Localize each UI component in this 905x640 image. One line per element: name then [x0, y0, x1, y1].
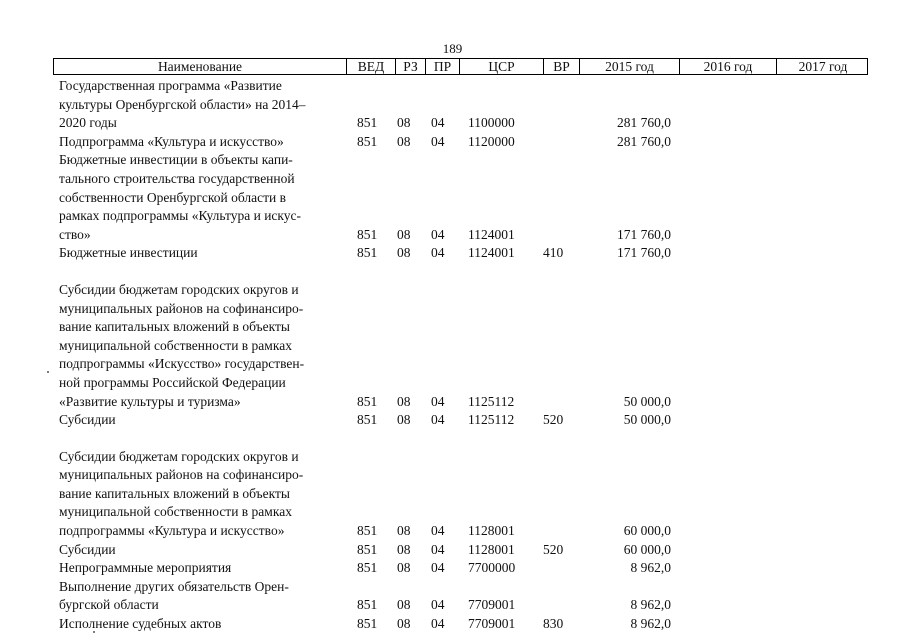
table-row: [0, 151, 905, 244]
row-pr: 04: [431, 245, 445, 261]
row-pr: 04: [431, 133, 445, 149]
row-name-line: Выполнение других обязательств Орен-: [59, 578, 289, 594]
row-2015: 171 760,0: [617, 245, 671, 261]
row-ved: 851: [357, 393, 378, 409]
row-name-line: рамках подпрограммы «Культура и искус-: [59, 208, 302, 224]
row-name-line: муниципальных районов на софинансиро-: [59, 467, 304, 483]
row-csr: 1124001: [468, 226, 515, 242]
scan-speck: [93, 631, 95, 633]
row-2015: 8 962,0: [630, 616, 671, 632]
row-2015: 171 760,0: [617, 226, 671, 242]
row-2015: 60 000,0: [623, 541, 671, 557]
row-name: [59, 244, 349, 263]
row-csr: 1100000: [468, 115, 515, 131]
row-name-line: подпрограммы «Культура и искусство»: [59, 523, 285, 539]
row-pr: 04: [431, 523, 445, 539]
row-pr: 04: [431, 115, 445, 131]
row-name-line: муниципальных районов на софинансиро-: [59, 300, 304, 316]
scan-speck: [47, 371, 49, 373]
header-rz: РЗ: [396, 59, 426, 74]
row-ved: 851: [357, 245, 378, 261]
row-csr: 1128001: [468, 541, 515, 557]
row-name-line: муниципальной собственности в рамках: [59, 337, 292, 353]
row-name-line: Непрограммные мероприятия: [59, 560, 232, 576]
row-rz: 08: [397, 115, 411, 131]
row-2015: 281 760,0: [617, 115, 671, 131]
row-rz: 08: [397, 523, 411, 539]
row-name-line: «Развитие культуры и туризма»: [59, 393, 241, 409]
row-ved: 851: [357, 560, 378, 576]
row-name-line: Бюджетные инвестиции: [59, 245, 198, 261]
row-csr: 1120000: [468, 133, 515, 149]
row-pr: 04: [431, 541, 445, 557]
row-2015: 8 962,0: [630, 597, 671, 613]
row-ved: 851: [357, 523, 378, 539]
row-name-line: вание капитальных вложений в объекты: [59, 485, 291, 501]
row-rz: 08: [397, 133, 411, 149]
row-pr: 04: [431, 393, 445, 409]
row-csr: 7700000: [468, 560, 516, 576]
table-body: [0, 77, 905, 634]
row-name-line: Субсидии бюджетам городских округов и: [59, 281, 299, 297]
row-name: [59, 151, 349, 244]
header-2017: 2017 год: [798, 59, 848, 74]
row-ved: 851: [357, 226, 378, 242]
row-rz: 08: [397, 616, 411, 632]
table-row: [0, 615, 905, 634]
row-rz: 08: [397, 226, 411, 242]
row-ved: 851: [357, 412, 378, 428]
row-name-line: Исполнение судебных актов: [59, 616, 222, 632]
row-name-line: тального строительства государственной: [59, 170, 295, 186]
row-name: [59, 133, 349, 152]
row-rz: 08: [397, 393, 411, 409]
row-csr: 7709001: [468, 597, 516, 613]
row-name-line: культуры Оренбургской области» на 2014–: [59, 96, 306, 112]
row-name: [59, 281, 349, 411]
row-name-line: собственности Оренбургской области в: [59, 189, 287, 205]
table-row: [0, 541, 905, 560]
header-2016: 2016 год: [680, 59, 777, 74]
row-name: [59, 559, 349, 578]
page-number: 189: [442, 41, 463, 56]
row-2015: 50 000,0: [623, 412, 671, 428]
row-2015: 50 000,0: [623, 393, 671, 409]
row-csr: 1124001: [468, 245, 515, 261]
row-name-line: Бюджетные инвестиции в объекты капи-: [59, 152, 293, 168]
table-row: [0, 448, 905, 541]
row-ved: 851: [357, 541, 378, 557]
row-2015: 8 962,0: [630, 560, 671, 576]
header-csr: ЦСР: [460, 59, 544, 74]
row-name-line: вание капитальных вложений в объекты: [59, 319, 291, 335]
row-name: [59, 541, 349, 560]
row-csr: 1125112: [468, 412, 515, 428]
row-name: [59, 448, 349, 541]
row-pr: 04: [431, 560, 445, 576]
row-name-line: муниципальной собственности в рамках: [59, 504, 292, 520]
row-2015: 281 760,0: [617, 133, 671, 149]
row-name: [59, 578, 349, 615]
row-csr: 7709001: [468, 616, 516, 632]
header-name: Наименование: [54, 59, 347, 74]
row-name: [59, 77, 349, 133]
table-row: [0, 244, 905, 263]
row-pr: 04: [431, 412, 445, 428]
row-name-line: ной программы Российской Федерации: [59, 374, 286, 390]
row-rz: 08: [397, 597, 411, 613]
header-2015: 2015 год: [580, 59, 680, 74]
header-pr: ПР: [426, 59, 460, 74]
row-name-line: Субсидии: [59, 412, 116, 428]
row-vr: 520: [543, 412, 564, 428]
row-pr: 04: [431, 226, 445, 242]
table-row: [0, 77, 905, 133]
row-name-line: Субсидии: [59, 541, 116, 557]
table-row: [0, 411, 905, 430]
row-pr: 04: [431, 597, 445, 613]
row-vr: 410: [543, 245, 564, 261]
row-rz: 08: [397, 560, 411, 576]
row-pr: 04: [431, 616, 445, 632]
row-rz: 08: [397, 541, 411, 557]
table-row: [0, 559, 905, 578]
row-name-line: 2020 годы: [59, 115, 117, 131]
row-name-line: ство»: [59, 226, 91, 242]
table-header: [53, 58, 868, 75]
row-ved: 851: [357, 597, 378, 613]
row-vr: 830: [543, 616, 564, 632]
table-row: [0, 578, 905, 615]
row-ved: 851: [357, 616, 378, 632]
table-row: [0, 281, 905, 411]
row-name-line: Субсидии бюджетам городских округов и: [59, 448, 299, 464]
row-csr: 1125112: [468, 393, 515, 409]
table-row: [0, 133, 905, 152]
row-vr: 520: [543, 541, 564, 557]
header-vr: ВР: [544, 59, 580, 74]
row-ved: 851: [357, 133, 378, 149]
row-name: [59, 615, 349, 634]
row-name-line: бургской области: [59, 597, 159, 613]
header-ved: ВЕД: [347, 59, 396, 74]
row-rz: 08: [397, 245, 411, 261]
row-name-line: Подпрограмма «Культура и искусство»: [59, 133, 284, 149]
row-csr: 1128001: [468, 523, 515, 539]
row-rz: 08: [397, 412, 411, 428]
row-name: [59, 411, 349, 430]
row-name-line: подпрограммы «Искусство» государствен-: [59, 356, 305, 372]
row-name-line: Государственная программа «Развитие: [59, 78, 282, 93]
row-ved: 851: [357, 115, 378, 131]
row-2015: 60 000,0: [623, 523, 671, 539]
